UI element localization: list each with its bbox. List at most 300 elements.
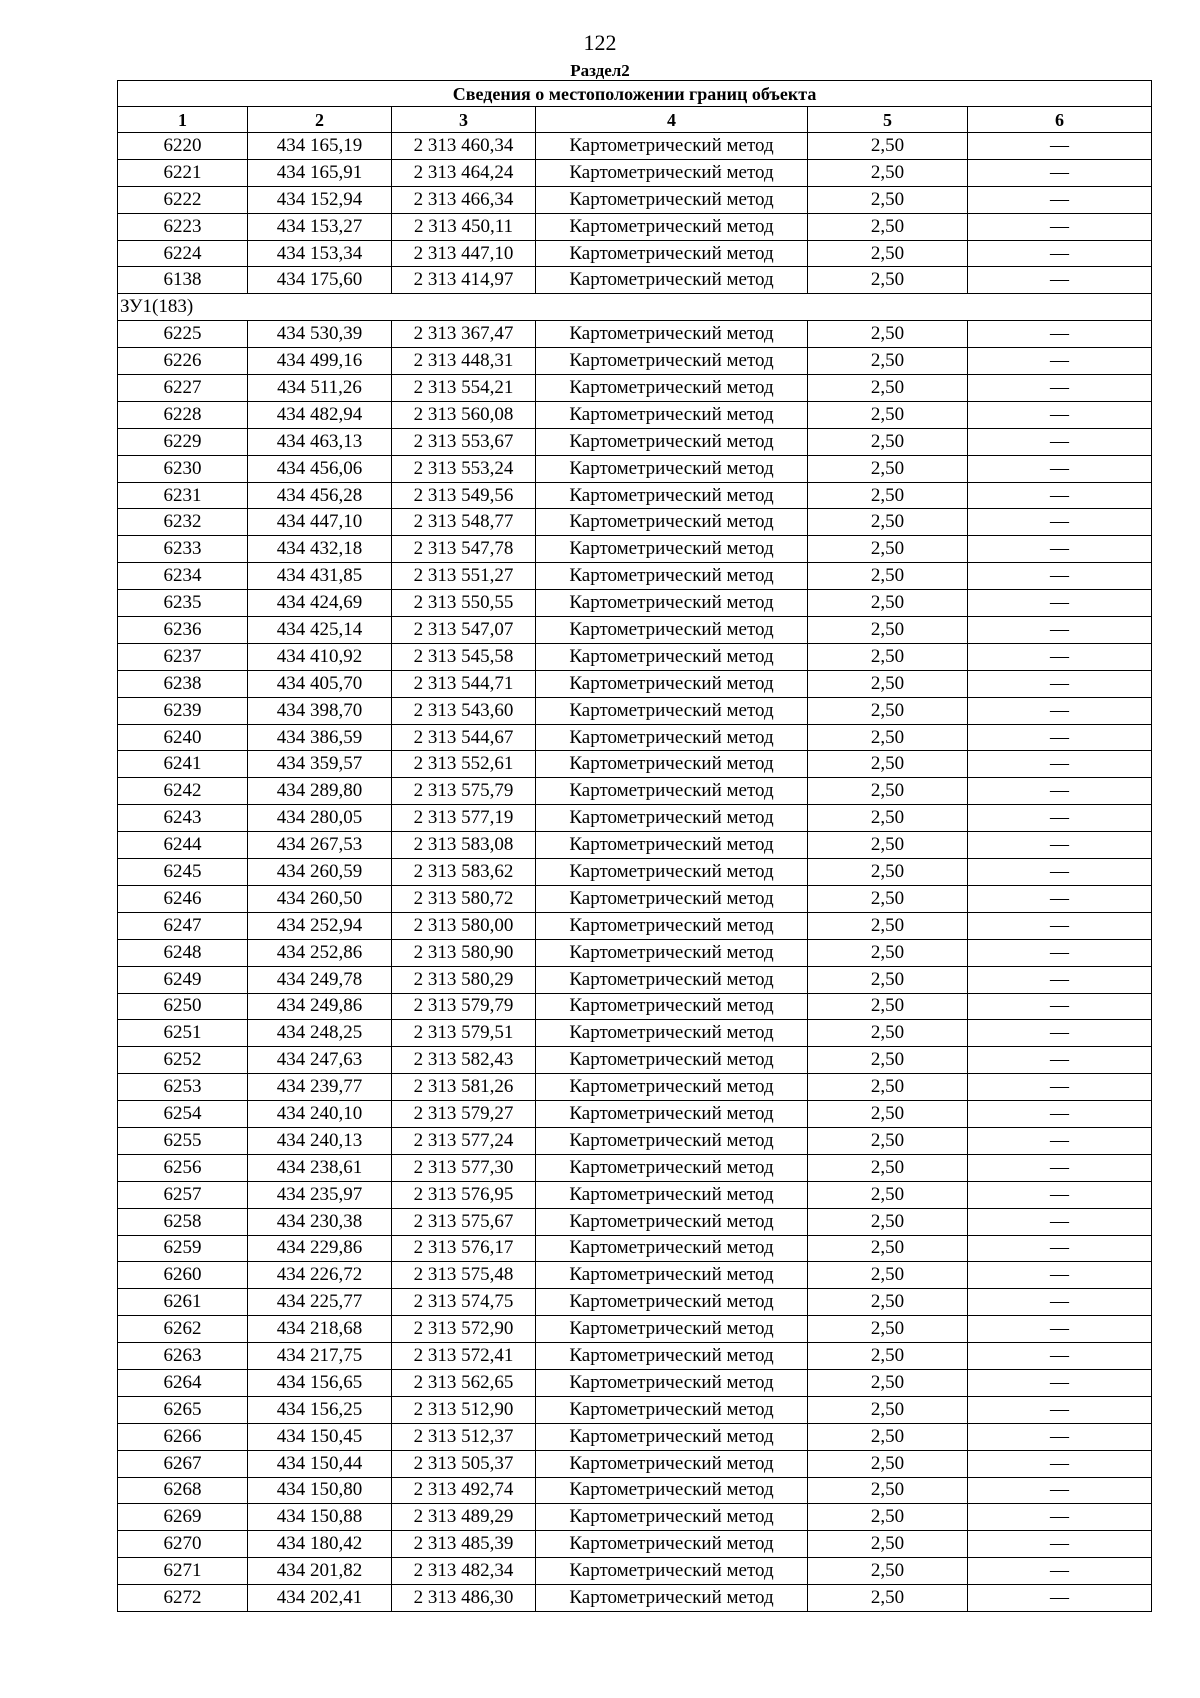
y-coordinate-cell: 2 313 543,60 [392,697,536,724]
x-coordinate-cell: 434 425,14 [248,617,392,644]
y-coordinate-cell: 2 313 579,27 [392,1101,536,1128]
y-coordinate-cell: 2 313 489,29 [392,1504,536,1531]
accuracy-cell: 2,50 [808,375,968,402]
x-coordinate-cell: 434 249,78 [248,966,392,993]
x-coordinate-cell: 434 150,80 [248,1477,392,1504]
table-row [118,1235,1152,1262]
point-number-cell: 6253 [118,1074,248,1101]
point-number-cell: 6236 [118,617,248,644]
method-cell: Картометрический метод [536,1450,808,1477]
method-cell: Картометрический метод [536,1396,808,1423]
description-cell: — [968,1208,1152,1235]
method-cell: Картометрический метод [536,1047,808,1074]
y-coordinate-cell: 2 313 553,24 [392,455,536,482]
accuracy-cell: 2,50 [808,509,968,536]
point-number-cell: 6251 [118,1020,248,1047]
table-row [118,536,1152,563]
table-row [118,1343,1152,1370]
x-coordinate-cell: 434 456,28 [248,482,392,509]
point-number-cell: 6220 [118,133,248,160]
method-cell: Картометрический метод [536,1531,808,1558]
x-coordinate-cell: 434 156,25 [248,1396,392,1423]
description-cell: — [968,375,1152,402]
description-cell: — [968,751,1152,778]
table-row [118,670,1152,697]
x-coordinate-cell: 434 180,42 [248,1531,392,1558]
description-cell: — [968,1585,1152,1612]
accuracy-cell: 2,50 [808,643,968,670]
accuracy-cell: 2,50 [808,1423,968,1450]
method-cell: Картометрический метод [536,1101,808,1128]
point-number-cell: 6228 [118,401,248,428]
column-header: 2 [248,107,392,133]
accuracy-cell: 2,50 [808,1020,968,1047]
description-cell: — [968,536,1152,563]
point-number-cell: 6229 [118,428,248,455]
method-cell: Картометрический метод [536,832,808,859]
accuracy-cell: 2,50 [808,1450,968,1477]
description-cell: — [968,1343,1152,1370]
method-cell: Картометрический метод [536,348,808,375]
x-coordinate-cell: 434 252,94 [248,912,392,939]
point-number-cell: 6230 [118,455,248,482]
y-coordinate-cell: 2 313 580,29 [392,966,536,993]
x-coordinate-cell: 434 150,44 [248,1450,392,1477]
method-cell: Картометрический метод [536,617,808,644]
table-row [118,832,1152,859]
table-row [118,1369,1152,1396]
point-number-cell: 6266 [118,1423,248,1450]
x-coordinate-cell: 434 165,91 [248,159,392,186]
point-number-cell: 6239 [118,697,248,724]
table-row [118,509,1152,536]
description-cell: — [968,939,1152,966]
method-cell: Картометрический метод [536,697,808,724]
table-row [118,428,1152,455]
point-number-cell: 6263 [118,1343,248,1370]
description-cell: — [968,159,1152,186]
table-row [118,1585,1152,1612]
table-row [118,1423,1152,1450]
description-cell: — [968,643,1152,670]
accuracy-cell: 2,50 [808,1369,968,1396]
section-title: Раздел2 [570,61,630,80]
description-cell: — [968,1074,1152,1101]
table-row [118,563,1152,590]
accuracy-cell: 2,50 [808,1343,968,1370]
table-row [118,1396,1152,1423]
description-cell: — [968,1558,1152,1585]
method-cell: Картометрический метод [536,401,808,428]
accuracy-cell: 2,50 [808,213,968,240]
point-number-cell: 6223 [118,213,248,240]
point-number-cell: 6264 [118,1369,248,1396]
accuracy-cell: 2,50 [808,1316,968,1343]
y-coordinate-cell: 2 313 575,67 [392,1208,536,1235]
table-row [118,186,1152,213]
method-cell: Картометрический метод [536,321,808,348]
y-coordinate-cell: 2 313 560,08 [392,401,536,428]
table-row [118,1047,1152,1074]
method-cell: Картометрический метод [536,778,808,805]
accuracy-cell: 2,50 [808,617,968,644]
point-number-cell: 6245 [118,859,248,886]
y-coordinate-cell: 2 313 553,67 [392,428,536,455]
table-row [118,321,1152,348]
x-coordinate-cell: 434 247,63 [248,1047,392,1074]
description-cell: — [968,1262,1152,1289]
x-coordinate-cell: 434 359,57 [248,751,392,778]
accuracy-cell: 2,50 [808,563,968,590]
point-number-cell: 6237 [118,643,248,670]
point-number-cell: 6261 [118,1289,248,1316]
accuracy-cell: 2,50 [808,993,968,1020]
y-coordinate-cell: 2 313 580,72 [392,885,536,912]
method-cell: Картометрический метод [536,859,808,886]
accuracy-cell: 2,50 [808,1531,968,1558]
method-cell: Картометрический метод [536,590,808,617]
accuracy-cell: 2,50 [808,1074,968,1101]
point-number-cell: 6260 [118,1262,248,1289]
accuracy-cell: 2,50 [808,455,968,482]
x-coordinate-cell: 434 398,70 [248,697,392,724]
x-coordinate-cell: 434 252,86 [248,939,392,966]
x-coordinate-cell: 434 226,72 [248,1262,392,1289]
y-coordinate-cell: 2 313 583,08 [392,832,536,859]
point-number-cell: 6234 [118,563,248,590]
description-cell: — [968,1531,1152,1558]
accuracy-cell: 2,50 [808,939,968,966]
y-coordinate-cell: 2 313 549,56 [392,482,536,509]
accuracy-cell: 2,50 [808,912,968,939]
table-row [118,455,1152,482]
accuracy-cell: 2,50 [808,1504,968,1531]
method-cell: Картометрический метод [536,428,808,455]
method-cell: Картометрический метод [536,1585,808,1612]
table-row [118,1531,1152,1558]
point-number-cell: 6254 [118,1101,248,1128]
table-row [118,912,1152,939]
table-row [118,1316,1152,1343]
point-number-cell: 6224 [118,240,248,267]
y-coordinate-cell: 2 313 577,24 [392,1127,536,1154]
y-coordinate-cell: 2 313 580,90 [392,939,536,966]
x-coordinate-cell: 434 235,97 [248,1181,392,1208]
method-cell: Картометрический метод [536,1343,808,1370]
y-coordinate-cell: 2 313 572,41 [392,1343,536,1370]
description-cell: — [968,590,1152,617]
accuracy-cell: 2,50 [808,428,968,455]
column-header: 3 [392,107,536,133]
group-row [118,294,1152,321]
method-cell: Картометрический метод [536,993,808,1020]
point-number-cell: 6231 [118,482,248,509]
point-number-cell: 6272 [118,1585,248,1612]
y-coordinate-cell: 2 313 460,34 [392,133,536,160]
description-cell: — [968,832,1152,859]
accuracy-cell: 2,50 [808,1047,968,1074]
y-coordinate-cell: 2 313 582,43 [392,1047,536,1074]
x-coordinate-cell: 434 201,82 [248,1558,392,1585]
table-row [118,805,1152,832]
description-cell: — [968,240,1152,267]
method-cell: Картометрический метод [536,885,808,912]
description-cell: — [968,1369,1152,1396]
method-cell: Картометрический метод [536,267,808,294]
point-number-cell: 6268 [118,1477,248,1504]
table-row [118,1074,1152,1101]
table-row [118,348,1152,375]
method-cell: Картометрический метод [536,966,808,993]
description-cell: — [968,805,1152,832]
method-cell: Картометрический метод [536,1504,808,1531]
point-number-cell: 6233 [118,536,248,563]
y-coordinate-cell: 2 313 464,24 [392,159,536,186]
description-cell: — [968,1289,1152,1316]
description-cell: — [968,670,1152,697]
description-cell: — [968,1154,1152,1181]
description-cell: — [968,455,1152,482]
description-cell: — [968,1020,1152,1047]
y-coordinate-cell: 2 313 577,19 [392,805,536,832]
table-row [118,159,1152,186]
point-number-cell: 6249 [118,966,248,993]
method-cell: Картометрический метод [536,1127,808,1154]
accuracy-cell: 2,50 [808,1181,968,1208]
x-coordinate-cell: 434 386,59 [248,724,392,751]
method-cell: Картометрический метод [536,536,808,563]
description-cell: — [968,859,1152,886]
y-coordinate-cell: 2 313 545,58 [392,643,536,670]
x-coordinate-cell: 434 447,10 [248,509,392,536]
x-coordinate-cell: 434 248,25 [248,1020,392,1047]
method-cell: Картометрический метод [536,1316,808,1343]
method-cell: Картометрический метод [536,724,808,751]
accuracy-cell: 2,50 [808,966,968,993]
point-number-cell: 6232 [118,509,248,536]
y-coordinate-cell: 2 313 548,77 [392,509,536,536]
y-coordinate-cell: 2 313 547,07 [392,617,536,644]
point-number-cell: 6269 [118,1504,248,1531]
y-coordinate-cell: 2 313 581,26 [392,1074,536,1101]
description-cell: — [968,563,1152,590]
accuracy-cell: 2,50 [808,240,968,267]
y-coordinate-cell: 2 313 552,61 [392,751,536,778]
description-cell: — [968,993,1152,1020]
x-coordinate-cell: 434 217,75 [248,1343,392,1370]
method-cell: Картометрический метод [536,643,808,670]
table-row [118,1558,1152,1585]
column-header: 5 [808,107,968,133]
accuracy-cell: 2,50 [808,1127,968,1154]
accuracy-cell: 2,50 [808,1558,968,1585]
accuracy-cell: 2,50 [808,1289,968,1316]
description-cell: — [968,321,1152,348]
table-row [118,240,1152,267]
accuracy-cell: 2,50 [808,859,968,886]
description-cell: — [968,912,1152,939]
table-row [118,267,1152,294]
table-caption-row [118,81,1152,107]
description-cell: — [968,697,1152,724]
point-number-cell: 6247 [118,912,248,939]
point-number-cell: 6227 [118,375,248,402]
x-coordinate-cell: 434 156,65 [248,1369,392,1396]
y-coordinate-cell: 2 313 547,78 [392,536,536,563]
x-coordinate-cell: 434 240,10 [248,1101,392,1128]
method-cell: Картометрический метод [536,751,808,778]
method-cell: Картометрический метод [536,1477,808,1504]
description-cell: — [968,267,1152,294]
y-coordinate-cell: 2 313 574,75 [392,1289,536,1316]
parcel-group-label: ЗУ1(183) [118,294,1152,321]
point-number-cell: 6242 [118,778,248,805]
column-number-row [118,107,1152,133]
method-cell: Картометрический метод [536,1154,808,1181]
y-coordinate-cell: 2 313 447,10 [392,240,536,267]
point-number-cell: 6250 [118,993,248,1020]
accuracy-cell: 2,50 [808,778,968,805]
x-coordinate-cell: 434 202,41 [248,1585,392,1612]
x-coordinate-cell: 434 405,70 [248,670,392,697]
description-cell: — [968,1047,1152,1074]
description-cell: — [968,885,1152,912]
page-number: 122 [583,30,617,55]
method-cell: Картометрический метод [536,1208,808,1235]
point-number-cell: 6262 [118,1316,248,1343]
description-cell: — [968,1316,1152,1343]
point-number-cell: 6256 [118,1154,248,1181]
method-cell: Картометрический метод [536,1074,808,1101]
point-number-cell: 6235 [118,590,248,617]
y-coordinate-cell: 2 313 562,65 [392,1369,536,1396]
table-row [118,643,1152,670]
table-row [118,859,1152,886]
y-coordinate-cell: 2 313 572,90 [392,1316,536,1343]
description-cell: — [968,1127,1152,1154]
x-coordinate-cell: 434 165,19 [248,133,392,160]
method-cell: Картометрический метод [536,240,808,267]
accuracy-cell: 2,50 [808,401,968,428]
accuracy-cell: 2,50 [808,724,968,751]
method-cell: Картометрический метод [536,1262,808,1289]
y-coordinate-cell: 2 313 544,67 [392,724,536,751]
accuracy-cell: 2,50 [808,1262,968,1289]
accuracy-cell: 2,50 [808,267,968,294]
table-row [118,1450,1152,1477]
description-cell: — [968,186,1152,213]
x-coordinate-cell: 434 530,39 [248,321,392,348]
point-number-cell: 6238 [118,670,248,697]
boundary-coordinates-table [117,80,1152,1612]
method-cell: Картометрический метод [536,939,808,966]
point-number-cell: 6271 [118,1558,248,1585]
table-row [118,375,1152,402]
x-coordinate-cell: 434 175,60 [248,267,392,294]
accuracy-cell: 2,50 [808,482,968,509]
y-coordinate-cell: 2 313 512,37 [392,1423,536,1450]
y-coordinate-cell: 2 313 466,34 [392,186,536,213]
x-coordinate-cell: 434 218,68 [248,1316,392,1343]
y-coordinate-cell: 2 313 367,47 [392,321,536,348]
y-coordinate-cell: 2 313 579,79 [392,993,536,1020]
description-cell: — [968,778,1152,805]
description-cell: — [968,482,1152,509]
table-row [118,1208,1152,1235]
accuracy-cell: 2,50 [808,1208,968,1235]
x-coordinate-cell: 434 240,13 [248,1127,392,1154]
accuracy-cell: 2,50 [808,1235,968,1262]
y-coordinate-cell: 2 313 576,95 [392,1181,536,1208]
table-row [118,993,1152,1020]
y-coordinate-cell: 2 313 550,55 [392,590,536,617]
point-number-cell: 6270 [118,1531,248,1558]
table-row [118,1101,1152,1128]
method-cell: Картометрический метод [536,1235,808,1262]
column-header: 6 [968,107,1152,133]
table-row [118,939,1152,966]
y-coordinate-cell: 2 313 577,30 [392,1154,536,1181]
table-row [118,1477,1152,1504]
y-coordinate-cell: 2 313 580,00 [392,912,536,939]
point-number-cell: 6226 [118,348,248,375]
table-row [118,213,1152,240]
table-row [118,1020,1152,1047]
table-row [118,1289,1152,1316]
description-cell: — [968,966,1152,993]
method-cell: Картометрический метод [536,509,808,536]
table-row [118,133,1152,160]
point-number-cell: 6259 [118,1235,248,1262]
accuracy-cell: 2,50 [808,1477,968,1504]
method-cell: Картометрический метод [536,670,808,697]
x-coordinate-cell: 434 150,45 [248,1423,392,1450]
x-coordinate-cell: 434 249,86 [248,993,392,1020]
accuracy-cell: 2,50 [808,885,968,912]
description-cell: — [968,401,1152,428]
x-coordinate-cell: 434 150,88 [248,1504,392,1531]
y-coordinate-cell: 2 313 576,17 [392,1235,536,1262]
point-number-cell: 6243 [118,805,248,832]
x-coordinate-cell: 434 289,80 [248,778,392,805]
table-row [118,751,1152,778]
table-caption: Сведения о местоположении границ объекта [118,81,1152,107]
x-coordinate-cell: 434 482,94 [248,401,392,428]
x-coordinate-cell: 434 410,92 [248,643,392,670]
method-cell: Картометрический метод [536,159,808,186]
table-row [118,617,1152,644]
method-cell: Картометрический метод [536,455,808,482]
table-row [118,1262,1152,1289]
point-number-cell: 6240 [118,724,248,751]
accuracy-cell: 2,50 [808,186,968,213]
method-cell: Картометрический метод [536,1369,808,1396]
y-coordinate-cell: 2 313 482,34 [392,1558,536,1585]
y-coordinate-cell: 2 313 486,30 [392,1585,536,1612]
point-number-cell: 6244 [118,832,248,859]
method-cell: Картометрический метод [536,213,808,240]
description-cell: — [968,1423,1152,1450]
y-coordinate-cell: 2 313 414,97 [392,267,536,294]
accuracy-cell: 2,50 [808,1585,968,1612]
description-cell: — [968,509,1152,536]
y-coordinate-cell: 2 313 492,74 [392,1477,536,1504]
point-number-cell: 6255 [118,1127,248,1154]
accuracy-cell: 2,50 [808,348,968,375]
accuracy-cell: 2,50 [808,805,968,832]
x-coordinate-cell: 434 239,77 [248,1074,392,1101]
x-coordinate-cell: 434 260,59 [248,859,392,886]
